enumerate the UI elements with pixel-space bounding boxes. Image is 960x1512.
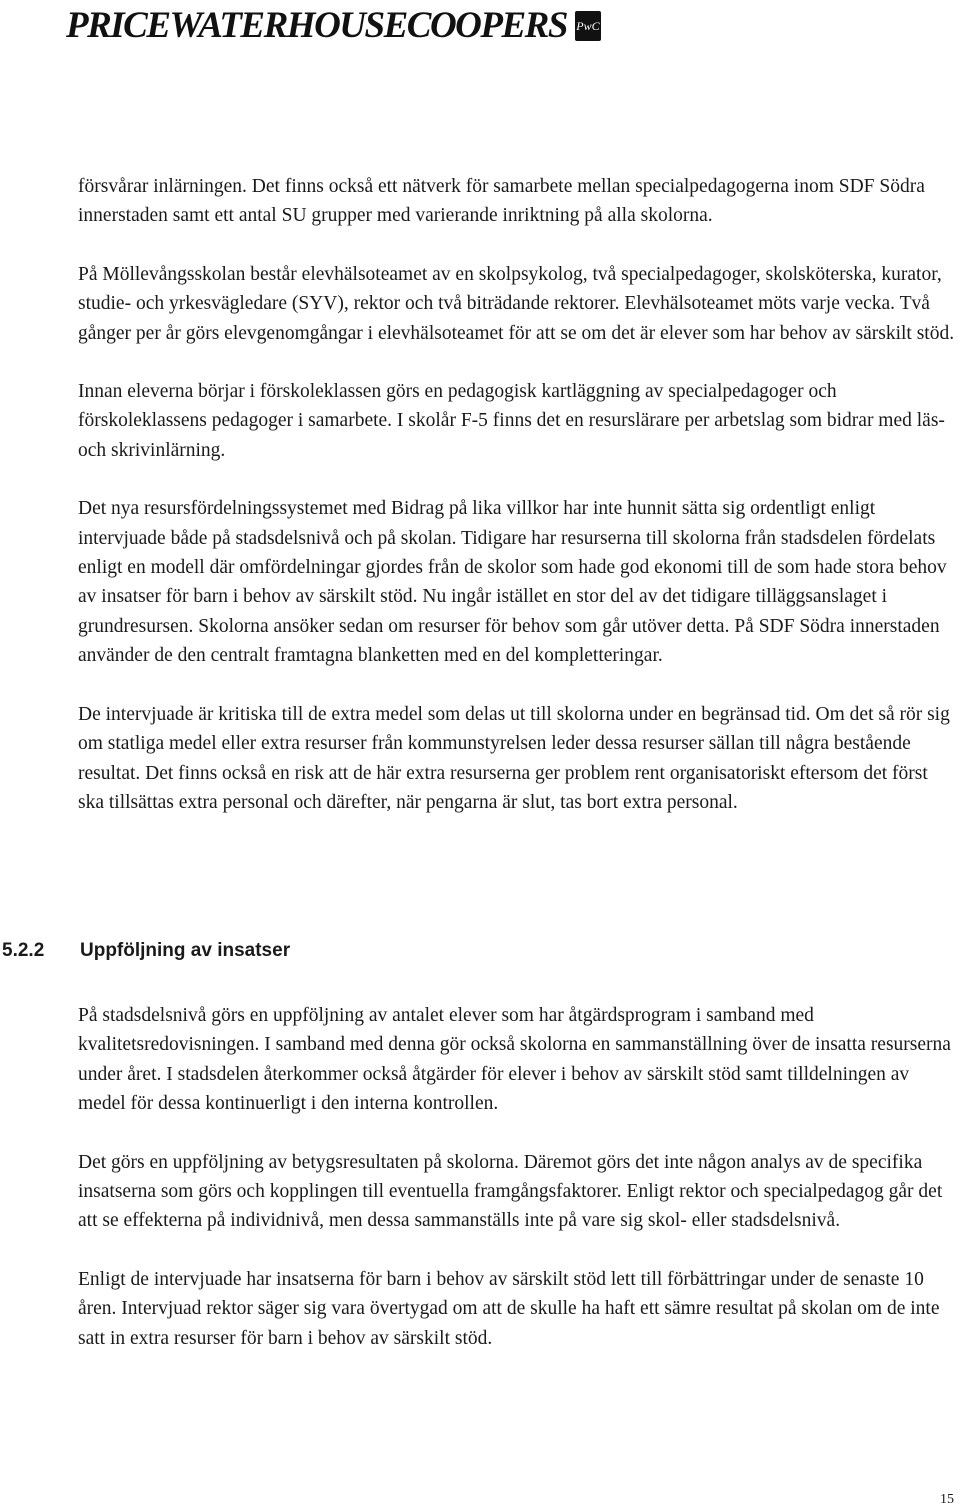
paragraph: På Möllevångsskolan består elevhälsoteamet av en skolpsykolog, två specialpedagoger, skolsköterska, kurator, studie- och yrkesvägledare (SYV), rektor och två biträdande rektorer. Elevhälsoteamet möts varje vecka. Två gånger per år görs elevgenomgångar i elevhälsoteamet för att se om det är elever som har behov av särskilt stöd. xyxy=(78,263,955,344)
paragraph: Det görs en uppföljning av betygsresultaten på skolorna. Däremot görs det inte någon analys av de specifika insatserna som görs och kopplingen till eventuella framgångsfaktorer. Enligt rektor och specialpedagog går det att se effekterna på individnivå, men dessa sammanställs inte på vare sig skol- eller stadsdelsnivå. xyxy=(78,1151,943,1232)
paragraph: försvårar inlärningen. Det finns också ett nätverk för samarbete mellan specialpedagogerna inom SDF Södra innerstaden samt ett antal SU grupper med varierande inriktning på alla skolorna. xyxy=(78,176,925,227)
section-heading xyxy=(0,940,290,962)
paragraph: På stadsdelsnivå görs en uppföljning av antalet elever som har åtgärdsprogram i samband med kvalitetsredovisningen. I samband med denna gör också skolorna en sammanställning över de insatta resurserna under året. I stadsdelen återkommer också åtgärder för elever i behov av särskilt stöd samt tilldelningen av medel för dessa kontinuerligt i den interna kontrollen. xyxy=(78,1005,951,1115)
page-number: 15 xyxy=(940,1492,954,1507)
logo-text: PRICEWATERHOUSECOOPERS xyxy=(66,5,567,46)
paragraph: Enligt de intervjuade har insatserna för barn i behov av särskilt stöd lett till förbättringar under de senaste 10 åren. Intervjuad rektor säger sig vara övertygad om att de skulle ha haft ett sämre resultat på skolan om de inte satt in extra resurser för barn i behov av särskilt stöd. xyxy=(78,1268,940,1349)
logo-mark-icon: PwC xyxy=(575,11,601,41)
document-body xyxy=(78,172,956,817)
paragraph: Innan eleverna börjar i förskoleklassen görs en pedagogisk kartläggning av specialpedagoger och förskoleklassens pedagoger i samarbete. I skolår F-5 finns det en resurslärare per arbetslag som bidrar med läs- och skrivinlärning. xyxy=(78,381,945,461)
section-title: Uppföljning av insatser xyxy=(80,940,291,961)
section-body xyxy=(78,1001,956,1353)
paragraph: De intervjuade är kritiska till de extra medel som delas ut till skolorna under en begränsad tid. Om det så rör sig om statliga medel eller extra resurser från kommunstyrelsen leder dessa resurser sällan till några bestående resultat. Det finns också en risk att de här extra resurserna ger problem rent organisatoriskt eftersom det först ska tillsättas extra personal och därefter, när pengarna är slut, tas bort extra personal. xyxy=(78,703,950,813)
section-number: 5.2.2 xyxy=(2,940,45,961)
paragraph: Det nya resursfördelningssystemet med Bidrag på lika villkor har inte hunnit sätta sig ordentligt enligt intervjuade både på stadsdelsnivå och på skolan. Tidigare har resurserna till skolorna från stadsdelen fördelats enligt en modell där omfördelningar gjordes från de skolor som hade god ekonomi till de som hade stora behov av insatser för barn i behov av särskilt stöd. Nu ingår istället en stor del av det tidigare tilläggsanslaget i grundresursen. Skolorna ansöker sedan om resurser för behov som går utöver detta. På SDF Södra innerstaden använder de den centralt framtagna blanketten med en del kompletteringar. xyxy=(78,498,947,667)
company-logo xyxy=(66,4,601,48)
